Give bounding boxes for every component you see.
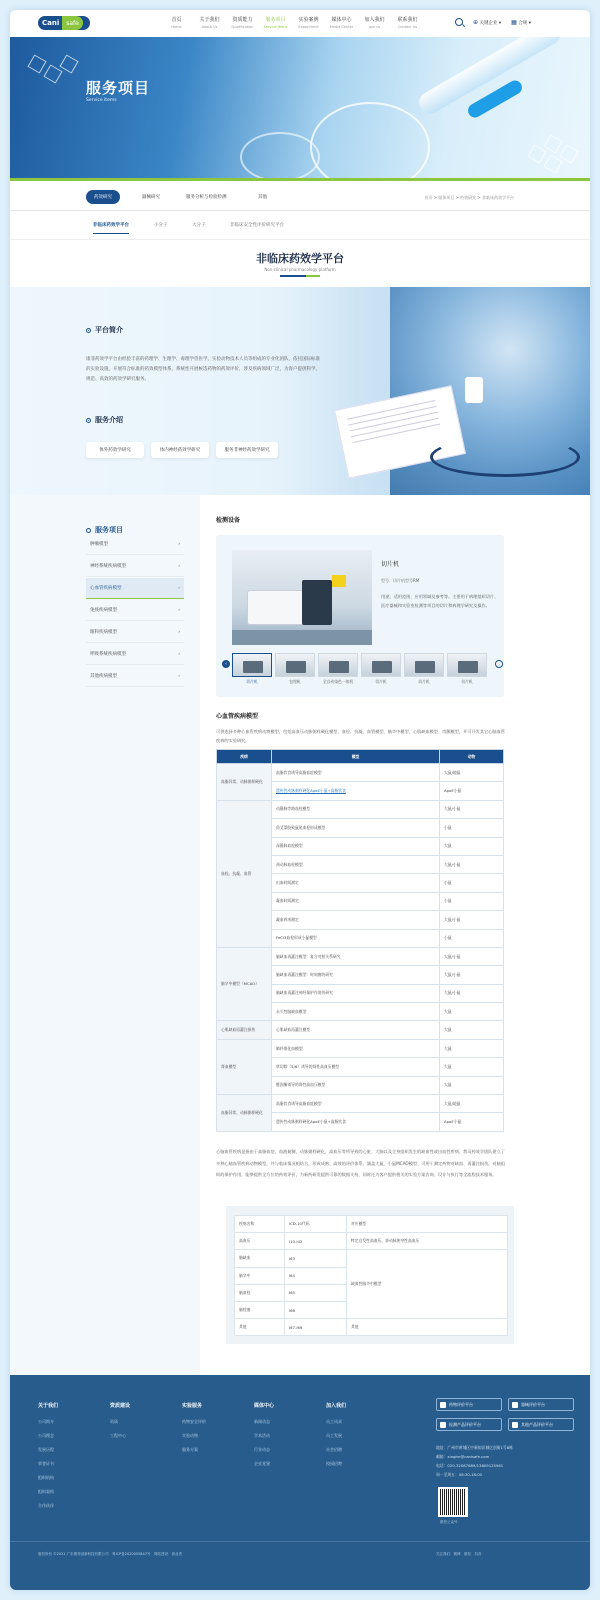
table-cell: 深静脉血栓模型 <box>272 837 440 855</box>
tab-safety-platform[interactable]: 非临床安全性评价研究平台 <box>230 223 284 228</box>
chevron-right-icon: › <box>178 607 180 613</box>
platform-intro-heading: 平台简介 <box>86 325 123 335</box>
sidebar-item-respiratory[interactable]: 呼吸系统疾病模型 › <box>86 644 184 665</box>
table-cell: 疾病名称 <box>235 1216 285 1233</box>
hero-banner <box>10 37 590 180</box>
logo-text-2: safe <box>62 16 83 30</box>
footer-button-drug-platform[interactable]: 药物评价平台 <box>436 1398 502 1411</box>
table-cell: 大鼠 <box>440 1039 504 1057</box>
table-cell: 特定自发性高血压、肾动脉狭窄性高血压 <box>347 1233 508 1250</box>
pill-other[interactable]: 其他 <box>258 195 267 200</box>
footer-link[interactable]: 药物安全评价 <box>182 1419 206 1424</box>
footer-button-other-platform[interactable]: 其他产品评价平台 <box>508 1418 574 1431</box>
service-button-2[interactable]: 体内神经药效学研究 <box>151 442 209 458</box>
tab-small-molecule[interactable]: 小分子 <box>154 223 168 228</box>
table-cell: 对应模型 <box>347 1216 508 1233</box>
cardio-paragraph: 心脑血管疾病是指由于高脂血症、血液黏稠、动脉粥样硬化、高血压等所导致的心脏、大脑以及全身组织发生的缺血性或出血性疾病。我司药效学团队建立了多种心脑血管疾病动物模型，并与临床情况相结合，形成成熟、高效的评价体系。涵盖大鼠、小鼠MCAO模型、可用于测定药物对缺血、再灌注损伤，对脑组织的保护作用，能够提供全方位的药效评价，为新药研发提供可靠的数据支持，同时还为客户提供相关的实验方案咨询、设计与执行等全流程技术服务。 <box>216 1149 506 1177</box>
table-row <box>235 1216 508 1233</box>
table-cell: 血栓、抗凝、血管 <box>217 800 272 947</box>
site-footer <box>10 1375 590 1590</box>
table-cell: 凝血四项测定 <box>272 911 440 929</box>
table-row <box>235 1233 508 1250</box>
warning-sign-icon <box>332 575 346 587</box>
table-cell: 小鼠 <box>440 929 504 947</box>
table-row <box>235 1319 508 1336</box>
footer-link[interactable]: 组织机构 <box>38 1475 54 1480</box>
table-cell: 大鼠/地鼠 <box>440 1095 504 1113</box>
table-cell: 大鼠 <box>440 1003 504 1021</box>
table-cell: 醛固酮诱导的肾性高血压模型 <box>272 1076 440 1094</box>
equipment-description: 用途、适用范围、应用领域及参考等。主要用于病理组织切片、医疗器械和实验室检测等项目的切片和病理学研究及操作。 <box>381 594 499 608</box>
table-cell: 大鼠/小鼠 <box>440 966 504 984</box>
chevron-right-icon: › <box>178 651 180 657</box>
table-cell: I67-I69 <box>285 1319 347 1336</box>
table-cell: 出血时间测定 <box>272 874 440 892</box>
grid-menu[interactable]: ▦ 合规 ▾ <box>511 18 531 26</box>
table-row <box>217 1039 504 1057</box>
equipment-thumbnails <box>232 653 487 685</box>
cardio-model-table <box>216 749 504 1132</box>
footer-link[interactable]: 资质 <box>110 1419 118 1424</box>
banner-title: 服务项目 <box>86 79 151 97</box>
table-header: 动物 <box>440 750 504 764</box>
table-cell: 脑缺血再灌注模型：时间窗的研究 <box>272 966 440 984</box>
grid-icon: ▦ <box>511 18 517 26</box>
banner-accent-bar <box>10 178 590 181</box>
table-cell: 遗传性动脉粥样硬化ApoE小鼠+高脂饮食 <box>272 1113 440 1131</box>
table-cell: 凝血时间测定 <box>272 892 440 910</box>
footer-link[interactable]: 发展历程 <box>38 1447 54 1452</box>
table-cell: 草切除（5/6）诱导的肾性高血压模型 <box>272 1058 440 1076</box>
table-cell: 缺血性脑卒中模型 <box>347 1250 508 1319</box>
contact-hours: 周一至周五：08:30-18:00 <box>436 1472 483 1477</box>
contact-info <box>436 1443 513 1479</box>
table-cell: 角叉菜胶致鼠尾血栓形成模型 <box>272 819 440 837</box>
table-row <box>217 1021 504 1039</box>
footer-link[interactable]: 工程中心 <box>110 1433 126 1438</box>
footer-col-about: 关于我们 公司简介 公司理念 发展历程 荣誉证书 组织机构 组织架构 合作伙伴 <box>38 1402 58 1517</box>
header-tools <box>455 18 531 26</box>
nav-contact[interactable]: 联系我们 Contact Us <box>397 17 418 29</box>
carousel-prev-button[interactable]: ‹ <box>222 660 230 668</box>
footer-link[interactable]: 员工发展 <box>326 1433 342 1438</box>
footer-link[interactable]: 员工风采 <box>326 1419 342 1424</box>
table-cell: 其他 <box>235 1319 285 1336</box>
table-header: 疾病 <box>217 750 272 764</box>
table-cell: 血脂异常、动脉粥样硬化 <box>217 1095 272 1132</box>
equipment-photo <box>232 550 372 645</box>
table-cell: 大鼠/地鼠 <box>440 764 504 782</box>
footer-button-test-platform[interactable]: 检测产品评价平台 <box>436 1418 502 1431</box>
table-cell: 永久性脑缺血模型 <box>272 1003 440 1021</box>
table-row <box>217 947 504 965</box>
table-cell: ICD-10代码 <box>285 1216 347 1233</box>
table-cell: 高脂饮食诱导高脂血症模型 <box>272 1095 440 1113</box>
table-cell: 心肌缺血再灌注损伤 <box>217 1021 272 1039</box>
footer-col-join: 加入我们 员工风采 员工发展 社会招聘 校园招聘 <box>326 1402 346 1475</box>
thumbnail[interactable]: 全自动染色一体机 <box>318 653 358 685</box>
table-cell: 脑栓塞 <box>235 1301 285 1318</box>
services-heading: 服务介绍 <box>86 415 123 425</box>
footer-link[interactable]: 荣誉证书 <box>38 1461 54 1466</box>
chevron-right-icon: › <box>178 563 180 569</box>
platform-icon <box>512 1402 518 1408</box>
sidebar-item-neuro[interactable]: 神经系统疾病模型 › <box>86 556 184 577</box>
footer-link[interactable]: 公司理念 <box>38 1433 54 1438</box>
table-cell: 大鼠 <box>440 1058 504 1076</box>
contact-address: 地址：广州市黄埔区中新知识城亿创街1号8栋 <box>436 1445 513 1450</box>
copyright: 版权所有 ©2021 广东康菲创新科技有限公司 粤ICP备2020055847号 网站建设：创业者 <box>38 1552 182 1556</box>
table-cell: 脑血栓 <box>235 1284 285 1301</box>
footer-link[interactable]: 实验动物 <box>182 1433 198 1438</box>
chevron-right-icon: › <box>178 629 180 635</box>
banner-subtitle: Service items <box>86 98 117 103</box>
breadcrumb: 首页 > 服务项目 > 药效研究 > 非临床药效学平台 <box>424 195 514 200</box>
nav-service-items[interactable]: 服务项目 Service items <box>263 17 288 29</box>
table-row <box>217 1095 504 1113</box>
thumbnail[interactable]: 切片机 <box>361 653 401 685</box>
footer-col-media: 媒体中心 新闻动态 学术活动 行业动态 企业党建 <box>254 1402 274 1475</box>
platform-tabs <box>10 212 590 240</box>
table-cell: I10-I42 <box>285 1233 347 1250</box>
search-icon[interactable] <box>455 18 463 26</box>
table-cell: 高脂饮食诱导高脂血症模型 <box>272 764 440 782</box>
service-button-1[interactable]: 体外药效学研究 <box>86 442 144 458</box>
table-cell: ApoE小鼠 <box>440 1113 504 1131</box>
page-frame <box>10 10 590 1590</box>
company-logo[interactable] <box>38 16 90 30</box>
bullet-icon <box>86 328 91 333</box>
thumbnail[interactable]: 切片机 <box>232 653 272 685</box>
table-cell: 其他 <box>347 1319 508 1336</box>
pill-pharmacodynamics[interactable]: 药效研究 <box>86 190 120 204</box>
table-cell: ApoE小鼠 <box>440 782 504 800</box>
footer-link[interactable]: 社会招聘 <box>326 1447 342 1452</box>
platform-icon <box>440 1422 446 1428</box>
table-cell: 小鼠 <box>440 819 504 837</box>
platform-icon <box>512 1422 518 1428</box>
wechat-qr-code <box>438 1487 468 1517</box>
table-cell: 脑缺血 <box>235 1250 285 1267</box>
table-cell: 大鼠/小鼠 <box>440 984 504 1002</box>
footer-link[interactable]: 新闻动态 <box>254 1419 270 1424</box>
category-nav <box>10 183 590 211</box>
footer-link[interactable]: 组织架构 <box>38 1489 54 1494</box>
social-links[interactable]: 关注我们：微博 微信 抖音 <box>436 1552 482 1556</box>
sidebar-item-eye[interactable]: 眼科疾病模型 › <box>86 622 184 643</box>
thumbnail[interactable]: 切片机 <box>447 653 487 685</box>
table-header: 模型 <box>272 750 440 764</box>
cardio-model-title: 心血管疾病模型 <box>216 713 259 720</box>
nav-about[interactable]: 关于我们 About Us <box>199 17 220 29</box>
footer-col-qualification: 资质建设 资质 工程中心 <box>110 1402 130 1447</box>
table-cell: I63 <box>285 1250 347 1267</box>
table-cell: 大鼠 <box>440 1076 504 1094</box>
footer-button-device-platform[interactable]: 器械评价平台 <box>508 1398 574 1411</box>
nav-experiment[interactable]: 实验案例 Experiment <box>298 17 319 29</box>
tab-large-molecule[interactable]: 大分子 <box>192 223 206 228</box>
nav-qualification[interactable]: 资质能力 Qualification <box>231 17 254 29</box>
sidebar-title: 服务项目 <box>86 525 123 535</box>
chevron-right-icon: › <box>178 541 180 547</box>
footer-link[interactable]: 服务方案 <box>182 1447 198 1452</box>
footer-link[interactable]: 学术活动 <box>254 1433 270 1438</box>
platform-intro-text: 康菲药效学平台由经验丰富的药理学、生理学、毒理学兽医学、实验动物技术人员等组成的专业化团队，依托国际标准的实验设施，开展符合标准的药效模型体系、系统性开展候选药物的药效评价，涉及疾病领域广泛，为客户提供科学、规范、高效的药效学研究服务。 <box>86 357 320 382</box>
table-cell: 肾血模型 <box>217 1039 272 1094</box>
table-cell: FeCl3血栓形成小鼠模型 <box>272 929 440 947</box>
tab-nonclinical[interactable]: 非临床药效学平台 <box>93 222 129 234</box>
contact-phone: 电话：020-32087689/13609125961 <box>436 1463 504 1468</box>
equipment-model: 型号：切片机型号RM <box>381 578 420 583</box>
footer-col-services: 实验服务 药物安全评价 实验动物 服务方案 <box>182 1402 206 1461</box>
table-cell: 高血压 <box>235 1233 285 1250</box>
footer-divider <box>10 1541 590 1542</box>
table-cell: I64 <box>285 1267 347 1284</box>
pill-devices[interactable]: 器械研究 <box>142 195 160 200</box>
language-switch[interactable]: ⊕ 关键企业 ▾ <box>473 18 502 26</box>
sidebar-item-immune[interactable]: 免疫疾病模型 › <box>86 600 184 621</box>
section-title: 非临床药效学平台 <box>256 252 344 265</box>
table-cell[interactable]: 遗传性动脉粥样硬化ApoE小鼠+高脂饮食 <box>272 782 440 800</box>
service-button-3[interactable]: 服务非神经药效学研究 <box>216 442 278 458</box>
site-header <box>10 10 590 40</box>
thumbnail[interactable]: 包埋机 <box>275 653 315 685</box>
sidebar-item-tumor[interactable]: 肿瘤模型 › <box>86 534 184 555</box>
section-subtitle: Non-clinical pharmacology platform <box>264 267 336 272</box>
table-cell: 脑卒中模型（MCAO） <box>217 947 272 1021</box>
table-cell: 血脂异常、动脉粥样硬化 <box>217 764 272 801</box>
carousel-next-button[interactable]: › <box>495 660 503 668</box>
footer-link[interactable]: 行业动态 <box>254 1447 270 1452</box>
table-row <box>235 1250 508 1267</box>
equipment-heading: 检测设备 <box>216 517 241 524</box>
footer-link[interactable]: 校园招聘 <box>326 1461 342 1466</box>
table-cell: I66 <box>285 1301 347 1318</box>
thumbnail[interactable]: 切片机 <box>404 653 444 685</box>
table-cell: 脑缺血再灌注神经保护作用的研究 <box>272 984 440 1002</box>
table-cell: 脑卒中 <box>235 1267 285 1284</box>
equipment-name: 切片机 <box>381 561 400 568</box>
table-cell: 心肌缺血再灌注模型 <box>272 1021 440 1039</box>
table-cell: 动静脉旁路血栓模型 <box>272 800 440 818</box>
section-divider <box>280 275 320 277</box>
bullet-icon <box>86 528 91 533</box>
icd-table <box>234 1215 508 1336</box>
table-cell: 大鼠/小鼠 <box>440 911 504 929</box>
table-cell: 大鼠/小鼠 <box>440 855 504 873</box>
nav-home[interactable]: 首页 Home <box>171 17 182 29</box>
table-cell: 脑缺血再灌注模型：复合对照关系研究 <box>272 947 440 965</box>
nav-media[interactable]: 媒体中心 Media Center <box>329 17 354 29</box>
logo-text: Cani <box>42 19 60 27</box>
table-cell: 小鼠 <box>440 892 504 910</box>
bullet-icon <box>86 418 91 423</box>
table-cell: 小鼠 <box>440 874 504 892</box>
platform-icon <box>440 1402 446 1408</box>
footer-link[interactable]: 企业党建 <box>254 1461 270 1466</box>
table-cell: 颈动脉血栓模型 <box>272 855 440 873</box>
table-cell: 大鼠/小鼠 <box>440 800 504 818</box>
table-cell: 大鼠 <box>440 1021 504 1039</box>
nav-join[interactable]: 加入我们 Join us <box>364 17 385 29</box>
platform-intro-bg <box>10 287 590 495</box>
main-nav <box>160 16 424 29</box>
pill-analysis[interactable]: 服务分析与检验检测 <box>186 195 227 200</box>
table-cell: 大鼠/小鼠 <box>440 947 504 965</box>
cardio-model-desc: 可供选择多种心血管疾病动物模型，包括高血压动脉粥样硬化模型、血栓、抗凝、血管模型、脑卒中模型、心肌缺血模型、房颤模型，并可开发其它心脑血管疾病的实验研究。 <box>216 729 505 743</box>
sidebar-item-cardio[interactable]: 心血管疾病模型 › <box>86 578 184 599</box>
table-cell: I65 <box>285 1284 347 1301</box>
sidebar-item-other[interactable]: 其他疾病模型 › <box>86 666 184 687</box>
table-cell: 肺纤维化血模型 <box>272 1039 440 1057</box>
table-row <box>217 764 504 782</box>
contact-email[interactable]: 邮箱：xinghn@canisafe.com <box>436 1454 490 1459</box>
table-row <box>217 800 504 818</box>
table-cell: 大鼠 <box>440 837 504 855</box>
globe-icon: ⊕ <box>473 18 479 26</box>
chevron-right-icon: › <box>178 585 180 591</box>
qr-label: 微信公众号 <box>440 1520 458 1524</box>
footer-link[interactable]: 公司简介 <box>38 1419 54 1424</box>
footer-link[interactable]: 合作伙伴 <box>38 1503 54 1508</box>
chevron-right-icon: › <box>178 673 180 679</box>
